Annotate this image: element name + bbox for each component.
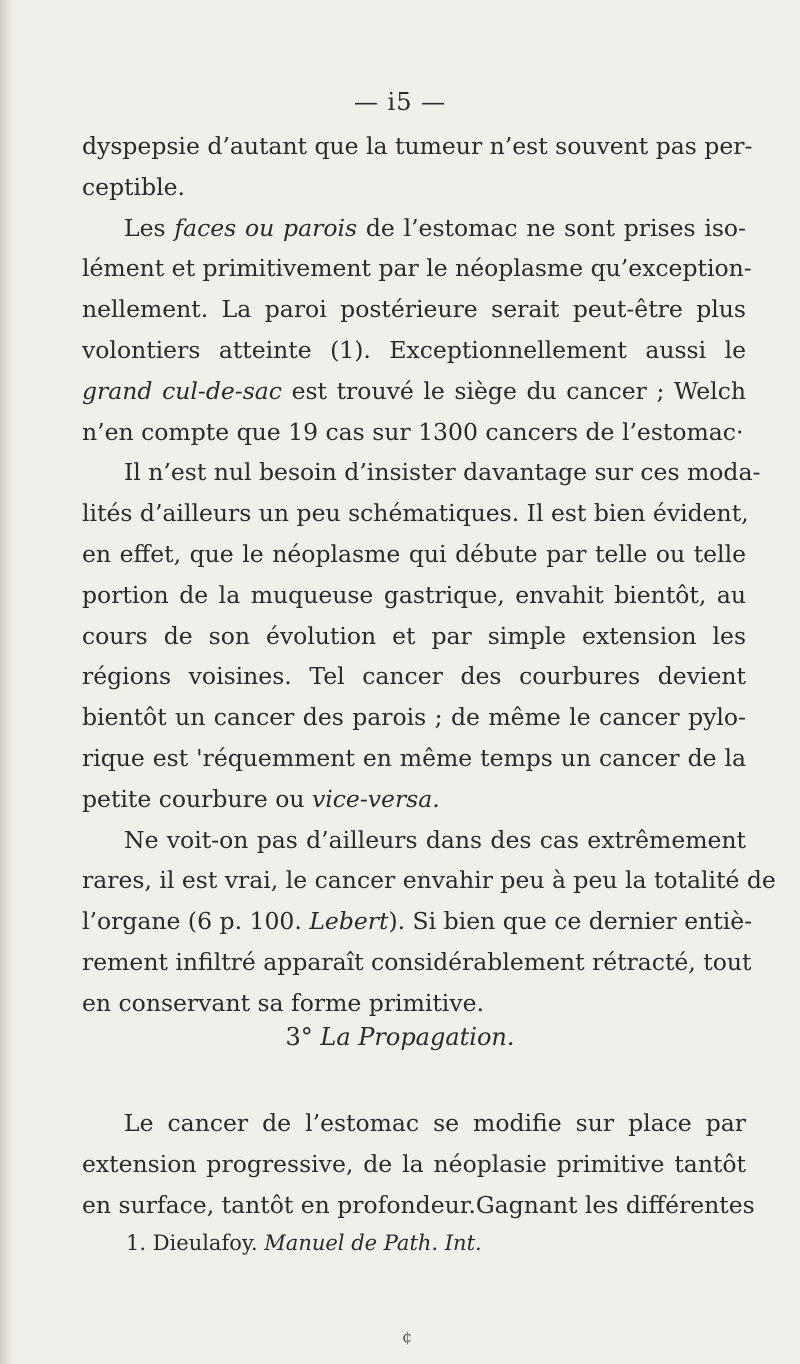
text-line: en surface, tantôt en profondeur.Gagnant les différentes xyxy=(82,1190,755,1219)
text-line: rement infiltré apparaît considérablement rétracté, tout xyxy=(82,947,752,976)
text-run: petite courbure ou xyxy=(82,784,312,813)
text-line: Ne voit-on pas d’ailleurs dans des cas extrêmement xyxy=(124,825,746,854)
print-speck: ¢ xyxy=(402,1327,413,1346)
text-line: lément et primitivement par le néoplasme qu’exception- xyxy=(82,254,752,283)
italic-term: vice-versa. xyxy=(311,784,440,813)
text-line: Le cancer de l’estomac se modifie sur place par xyxy=(124,1109,746,1137)
text-line: rares, il est vrai, le cancer envahir peu à peu la totalité de xyxy=(82,866,776,895)
text-line: cours de son évolution et par simple extension les xyxy=(82,621,746,650)
text-line: en conservant sa forme primitive. xyxy=(82,988,484,1017)
italic-term: Lebert xyxy=(309,907,389,936)
text-line: ceptible. xyxy=(82,172,186,201)
page-number: — i5 — xyxy=(353,88,447,116)
body-text-upper xyxy=(82,126,776,1024)
section-title: La Propagation. xyxy=(320,1023,515,1051)
binding-shadow xyxy=(0,0,14,1364)
text-line: lités d’ailleurs un peu schématiques. Il est bien évident, xyxy=(82,499,749,528)
text-run: ). Si bien que ce dernier entiè- xyxy=(388,907,753,936)
text-line: en effet, que le néoplasme qui débute par telle ou telle xyxy=(82,539,746,568)
text-line xyxy=(82,371,746,412)
text-line: volontiers atteinte (1). Exceptionnellement aussi le xyxy=(82,335,746,364)
text-line xyxy=(82,901,753,942)
footnote-ref: 1. Dieulafoy. xyxy=(126,1231,265,1255)
text-run: est trouvé le siège du cancer ; Welch xyxy=(281,376,746,405)
text-run: de l’estomac ne sont prises iso- xyxy=(357,213,746,242)
text-line: portion de la muqueuse gastrique, envahit bientôt, au xyxy=(82,580,746,609)
text-run: l’organe (6 p. 100. xyxy=(82,907,310,936)
italic-term: faces ou parois xyxy=(174,213,358,242)
section-number: 3° xyxy=(285,1023,313,1051)
text-line: rique est 'réquemment en même temps un cancer de la xyxy=(82,743,746,772)
text-line: Il n’est nul besoin d’insister davantage sur ces moda- xyxy=(124,458,761,487)
text-line xyxy=(82,779,746,820)
text-line: dyspepsie d’autant que la tumeur n’est souvent pas per- xyxy=(82,132,753,160)
text-line: bientôt un cancer des parois ; de même le cancer pylo- xyxy=(82,703,746,732)
section-heading xyxy=(0,1023,800,1051)
footnote xyxy=(126,1231,482,1255)
footnote-title: Manuel de Path. Int. xyxy=(264,1231,482,1255)
text-line xyxy=(82,208,746,249)
text-line: extension progressive, de la néoplasie primitive tantôt xyxy=(82,1149,746,1178)
text-line: n’en compte que 19 cas sur 1300 cancers de l’estomac· xyxy=(82,417,744,446)
body-text-lower xyxy=(82,1103,755,1225)
text-line: nellement. La paroi postérieure serait peut-être plus xyxy=(82,295,746,324)
text-run: Les xyxy=(124,213,175,242)
text-line: régions voisines. Tel cancer des courbures devient xyxy=(82,662,746,691)
italic-term: grand cul-de-sac xyxy=(82,376,282,405)
